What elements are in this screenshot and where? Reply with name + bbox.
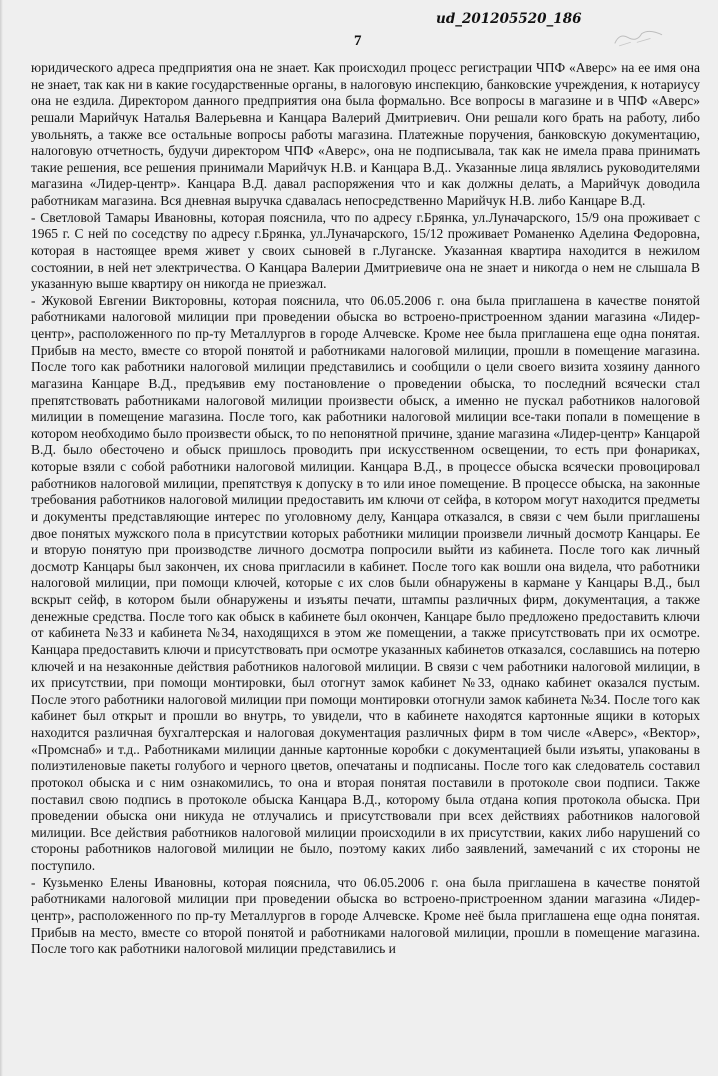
faint-stamp-mark xyxy=(609,22,669,50)
paragraph-intro: юридического адреса предприятия она не знает. Как происходил процесс регистрации ЧПФ «Аверс» на ее имя она не знает, так как ни в какие государственные органы, в налоговую инспекцию, банковские учреждения, к нотариусу она не ездила. Директором данного предприятия она была формально. Все вопросы в магазине и в ЧПФ «Аверс» решали Марийчук Наталья Валерьевна и Канцара Валерий Дмитриевич. Они решали кого брать на работу, либо увольнять, а также все остальные вопросы работы магазина. Платежные поручения, банковскую документацию, налоговую отчетность, будучи директором ЧПФ «Аверс», она не подписывала, так как не имела права принимать такие решения, все решения принимали Марийчук Н.В. и Канцара В.Д.. Указанные лица являлись руководителями магазина «Лидер-центр». Канцара В.Д. давал распоряжения что и как должны делать, а Марийчук доводила работникам магазина. Вся дневная выручка сдавалась непосредственно Марийчук Н.В. либо Канцаре В.Д. xyxy=(31,60,700,208)
paragraph-svetlova: - Светловой Тамары Ивановны, которая пояснила, что по адресу г.Брянка, ул.Луначарского, 15/9 она проживает с 1965 г. С ней по соседству по адресу г.Брянка, ул.Луначарского, 15/12 проживает Романенко Аделина Федоровна, которая в настоящее время живет у своих сыновей в г.Луганске. Указанная квартира находится в нежилом состоянии, в ней нет электричества. О Канцара Валерии Дмитриевиче она не знает и никогда о нем не слышала В указанную выше квартиру он никогда не приезжал. xyxy=(31,209,700,292)
paragraph-zhukova: - Жуковой Евгении Викторовны, которая пояснила, что 06.05.2006 г. она была приглашена в качестве понятой работниками налоговой милиции при проведении обыска во встроено-пристроенном здании магазина «Лидер-центр», расположенного по пр-ту Металлургов в городе Алчевске. Кроме нее была приглашена еще одна понятая. Прибыв на место, вместе со второй понятой и работниками налоговой милиции, прошли в помещение магазина. После того как работники налоговой милиции представились и сообщили о цели своего визита хозяину данного магазина Канцаре В.Д., предъявив ему постановление о проведении обыска, то последний всячески стал препятствовать работниками налоговой милиции произвести обыск, а именно не пускал работников налоговой милиции в помещение магазина. После того, как работники налоговой милиции все-таки попали в помещение в котором необходимо было произвести обыск, то по непонятной причине, здание магазина «Лидер-центр» Канцарой В.Д. было обесточено и обыск пришлось проводить при искусственном освещении, то есть при фонариках, которые взяли с собой работники налоговой милиции. Канцара В.Д., в процессе обыска всячески провоцировал работников налоговой милиции, препятствуя к допуску в то или иное помещение. В процессе обыска, на законные требования работников налоговой милиции предоставить им ключи от сейфа, в котором могут находится предметы и документы представляющие интерес по уголовному делу, Канцара отказался, в связи с чем были приглашены двое понятых мужского пола в присутствии которых работники милиции произвели личный досмотр Канцары. Ее и вторую понятую при производстве личного досмотра попросили выйти из кабинета. После того как личный досмотр Канцары был закончен, их снова пригласили в кабинет. После того как вошли она видела, что работники налоговой милиции, при помощи ключей, которые с их слов были обнаружены в кармане у Канцары В.Д., был вскрыт сейф, в котором были обнаружены и изъяты печати, штампы различных фирм, документация, а также денежные средства. После того как обыск в кабинете был окончен, Канцаре было предложено предоставить ключи от кабинета №33 и кабинета №34, находящихся в этом же помещении, а также присутствовать при их осмотре. Канцара предоставить ключи и присутствовать при осмотре указанных кабинетов отказался, сославшись на потерю ключей и на незаконные действия работников налоговой милиции. В связи с чем работники налоговой милиции, в их присутствии, при помощи монтировки, был отогнут замок кабинет №33, однако кабинет оказался пустым. После этого работники налоговой милиции при помощи монтировки отогнули замок кабинета №34. После того как кабинет был открыт и прошли во внутрь, то увидели, что в кабинете находятся картонные ящики в которых находится различная бухгалтерская и налоговая документация различных фирм в том числе «Аверс», «Вектор», «Промснаб» и т.д.. Работниками милиции данные картонные коробки с документацией были изъяты, упакованы в полиэтиленовые пакеты голубого и черного цветов, опечатаны и подписаны. После того как следователь составил протокол обыска и с ним ознакомились, то она и вторая понятая поставили в протоколе свои подписи. Также поставил свою подпись в протоколе обыска Канцара В.Д., которому была отдана копия протокола обыска. При проведении обыска они никуда не отлучались и присутствовали при всех действиях работников налоговой милиции. Все действия работников налоговой милиции происходили в их присутствии, каких либо нарушений со стороны работников налоговой милиции не было, поэтому каких либо заявлений, замечаний с их стороны не поступило. xyxy=(31,292,700,873)
document-id-label: ud_201205520_186 xyxy=(436,11,582,27)
scan-edge xyxy=(0,0,3,1076)
paragraph-kuzmenko: - Кузьменко Елены Ивановны, которая пояснила, что 06.05.2006 г. она была приглашена в качестве понятой работниками налоговой милиции при проведении обыска во встроено-пристроенном здании магазина «Лидер-центр», расположенного по пр-ту Металлургов в городе Алчевске. Кроме неё была приглашена еще одна понятая. Прибыв на место, вместе со второй понятой и работниками налоговой милиции, прошли в помещение магазина. После того как работники налоговой милиции представились и xyxy=(31,874,700,957)
stamp-mark-icon xyxy=(609,22,669,50)
document-body xyxy=(31,60,700,958)
page-number: 7 xyxy=(354,33,362,49)
